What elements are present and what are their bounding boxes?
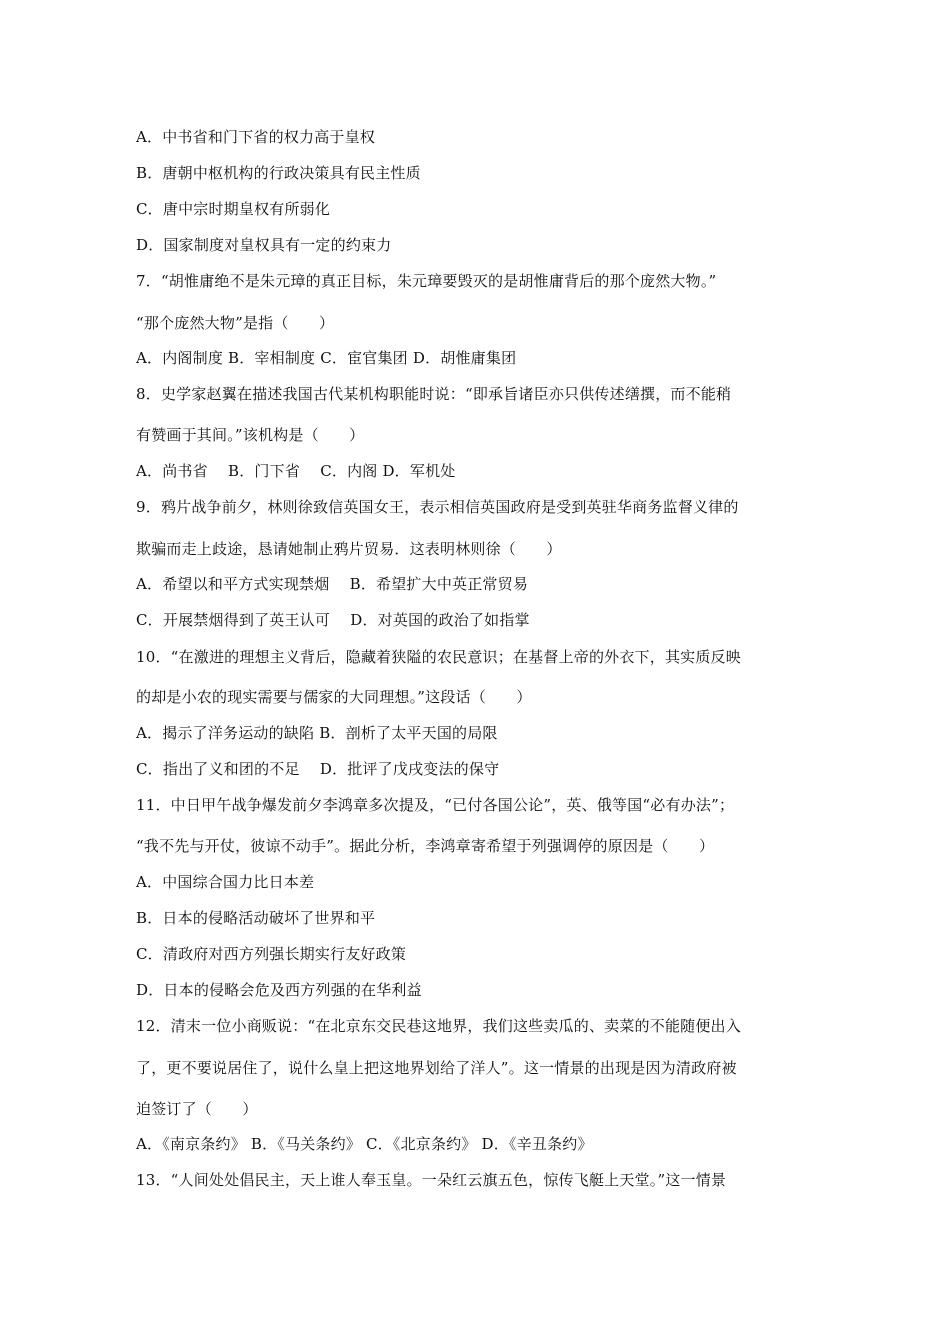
question-9-options-ab: A．希望以和平方式实现禁烟 B．希望扩大中英正常贸易 [136, 575, 529, 593]
question-12-line-1: 12．清末一位小商贩说：“在北京东交民巷这地界，我们这些卖瓜的、卖菜的不能随便出入 [136, 1017, 741, 1035]
question-10-options-cd: C．指出了义和团的不足 D．批评了戊戌变法的保守 [136, 760, 500, 778]
question-12-options: A．《南京条约》 B．《马关条约》 C．《北京条约》 D．《辛丑条约》 [136, 1135, 593, 1153]
option-line: B．日本的侵略活动破坏了世界和平 [136, 909, 376, 927]
option-line: A．中国综合国力比日本差 [136, 873, 315, 891]
question-9-line-2: 欺骗而走上歧途，恳请她制止鸦片贸易．这表明林则徐（ ） [136, 540, 562, 558]
question-8-line-1: 8．史学家赵翼在描述我国古代某机构职能时说：“即承旨诸臣亦只供传述缮撰，而不能稍 [136, 385, 732, 403]
question-9-options-cd: C．开展禁烟得到了英王认可 D．对英国的政治了如指掌 [136, 611, 530, 629]
question-11-line-2: “我不先与开仗，彼谅不动手”。据此分析，李鸿章寄希望于列强调停的原因是（ ） [136, 837, 715, 855]
question-10-options-ab: A．揭示了洋务运动的缺陷 B．剖析了太平天国的局限 [136, 724, 498, 742]
question-13-line-1: 13．“人间处处倡民主，天上谁人奉玉皇。一朵红云旗五色，惊传飞艇上天堂。”这一情景 [136, 1171, 727, 1189]
option-line: D．国家制度对皇权具有一定的约束力 [136, 236, 392, 254]
question-7-line-2: “那个庞然大物”是指（ ） [136, 314, 335, 332]
question-8-line-2: 有赞画于其间。”该机构是（ ） [136, 426, 365, 444]
option-line: C．清政府对西方列强长期实行友好政策 [136, 945, 407, 963]
option-line: A．中书省和门下省的权力高于皇权 [136, 128, 376, 146]
question-10-line-2: 的却是小农的现实需要与儒家的大同理想。”这段话（ ） [136, 688, 532, 706]
option-line: B．唐朝中枢机构的行政决策具有民主性质 [136, 164, 421, 182]
option-line: C．唐中宗时期皇权有所弱化 [136, 200, 331, 218]
question-10-line-1: 10．“在激进的理想主义背后，隐藏着狭隘的农民意识；在基督上帝的外衣下，其实质反映 [136, 648, 741, 666]
question-7-line-1: 7．“胡惟庸绝不是朱元璋的真正目标，朱元璋要毁灭的是胡惟庸背后的那个庞然大物。” [136, 272, 717, 290]
question-12-line-2: 了，更不要说居住了，说什么皇上把这地界划给了洋人”。这一情景的出现是因为清政府被 [136, 1059, 737, 1077]
option-line: D．日本的侵略会危及西方列强的在华利益 [136, 981, 422, 999]
question-11-line-1: 11．中日甲午战争爆发前夕李鸿章多次提及，“已付各国公论”，英、俄等国“必有办法”； [136, 796, 735, 814]
question-12-line-3: 迫签订了（ ） [136, 1100, 258, 1118]
question-8-options: A．尚书省 B．门下省 C．内阁 D．军机处 [136, 462, 456, 480]
question-9-line-1: 9．鸦片战争前夕，林则徐致信英国女王，表示相信英国政府是受到英驻华商务监督义律的 [136, 498, 739, 516]
question-7-options: A．内阁制度 B．宰相制度 C．宦官集团 D．胡惟庸集团 [136, 349, 517, 367]
